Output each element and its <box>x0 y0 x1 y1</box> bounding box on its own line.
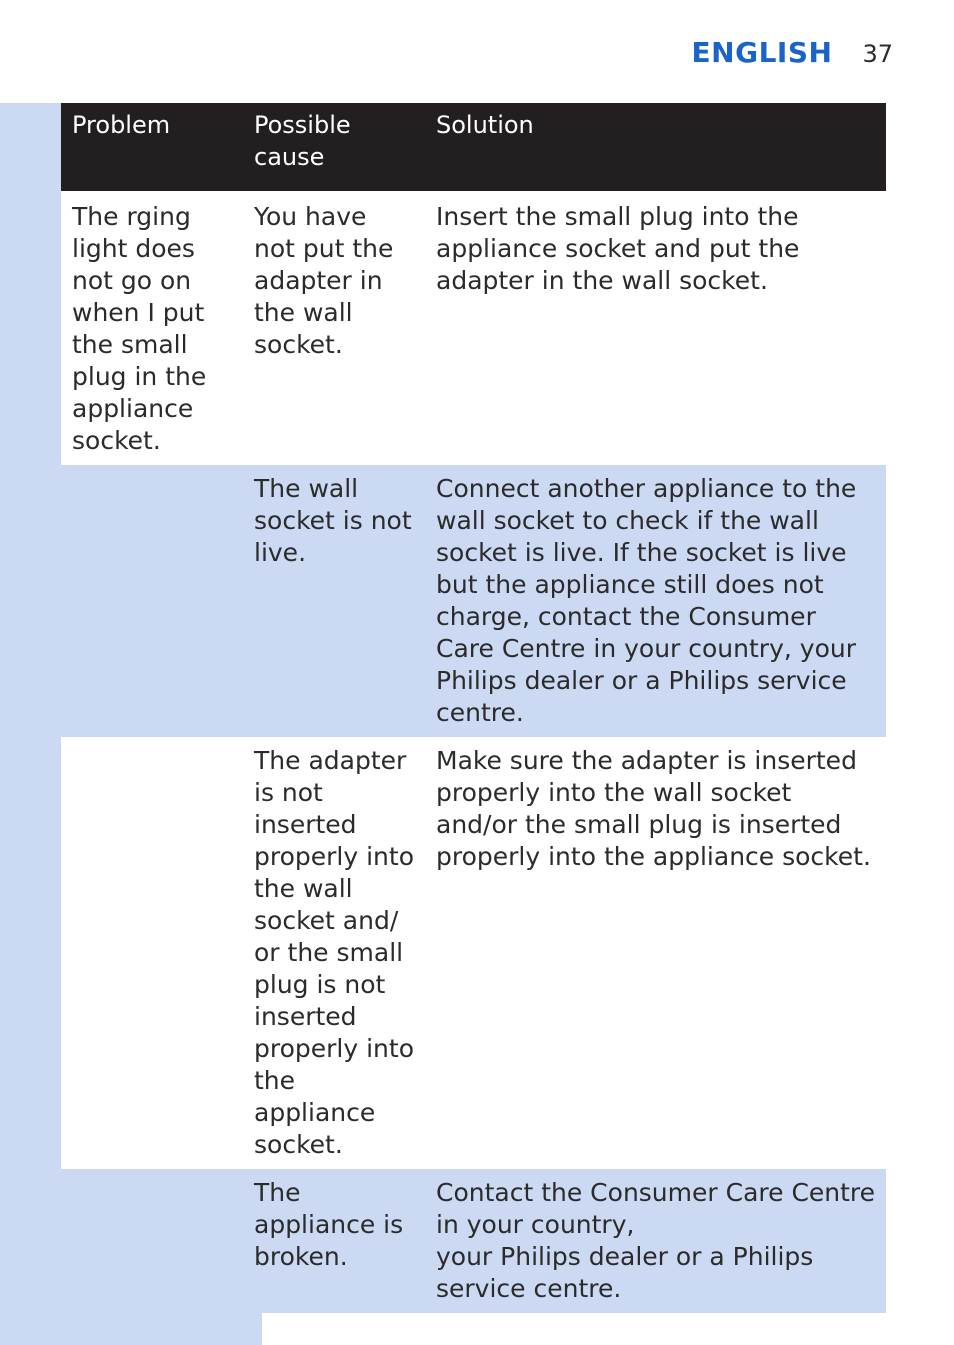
problem-cell <box>61 737 243 1169</box>
cause-cell: The appliance is broken. <box>243 1169 425 1313</box>
cause-cell: The wall socket is not live. <box>243 465 425 737</box>
solution-cell: Connect another appliance to the wall socket to check if the wall socket is live. If the socket is live but the appliance still does not charge, contact the Consumer Care Centre in your country, your Philips dealer or a Philips service centre. <box>425 465 886 737</box>
table-row <box>61 737 886 1169</box>
problem-cell <box>61 465 243 737</box>
cause-cell: The adapter is not inserted properly into the wall socket and/ or the small plug is not inserted properly into the appliance socket. <box>243 737 425 1169</box>
problem-cell <box>61 1169 243 1313</box>
table-header-row <box>61 103 886 191</box>
table-row <box>61 191 886 465</box>
column-header-possible-cause: Possible cause <box>243 103 425 191</box>
page-header <box>692 36 893 69</box>
problem-cell: The rging light does not go on when I put the small plug in the appliance socket. <box>61 191 243 465</box>
side-margin-band <box>0 103 61 1345</box>
solution-cell: Insert the small plug into the appliance socket and put the adapter in the wall socket. <box>425 191 886 465</box>
solution-cell: Make sure the adapter is inserted properly into the wall socket and/or the small plug is inserted properly into the appliance socket. <box>425 737 886 1169</box>
column-header-problem: Problem <box>61 103 243 191</box>
table-row <box>61 1169 886 1313</box>
solution-cell: Contact the Consumer Care Centre in your country, your Philips dealer or a Philips service centre. <box>425 1169 886 1313</box>
table-row <box>61 465 886 737</box>
cause-cell: You have not put the adapter in the wall socket. <box>243 191 425 465</box>
language-label: ENGLISH <box>691 36 833 69</box>
troubleshooting-table <box>61 103 886 1313</box>
page-number: 37 <box>862 40 893 68</box>
column-header-solution: Solution <box>425 103 886 191</box>
